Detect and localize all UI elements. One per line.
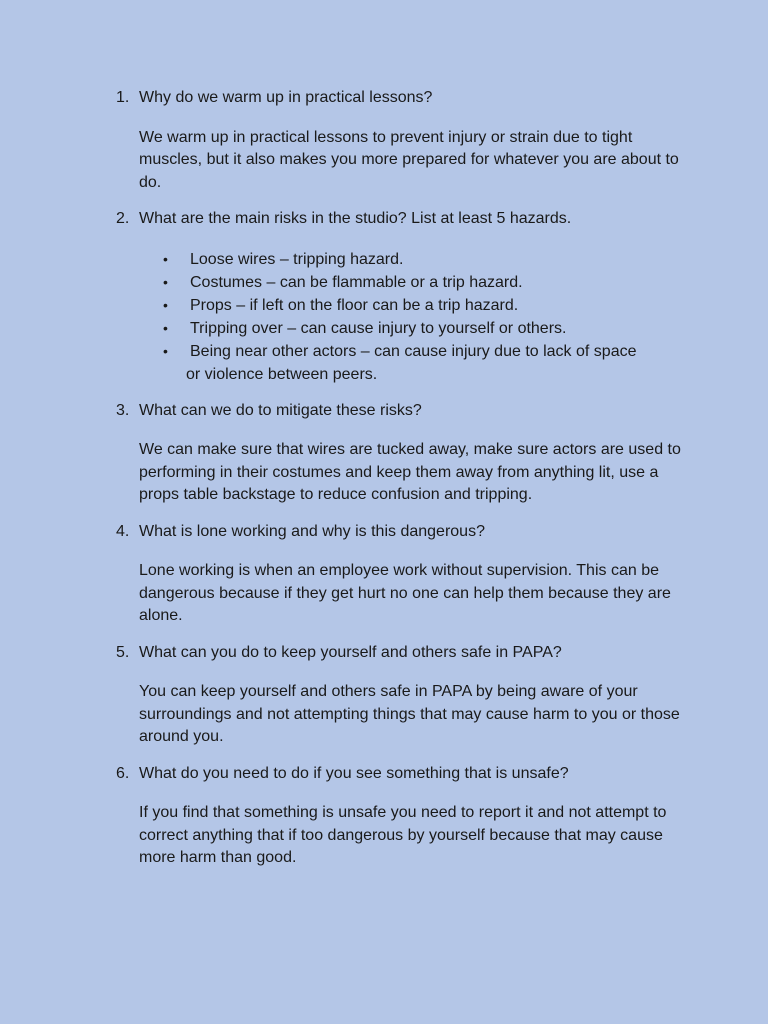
question-item-5 xyxy=(0,642,768,749)
question-item-3 xyxy=(0,400,768,507)
bullet-icon: • xyxy=(163,319,168,336)
question-item-4 xyxy=(0,521,768,628)
hazard-text-continuation: or violence between peers. xyxy=(186,365,378,383)
answer-text: We warm up in practical lessons to prevent injury or strain due to tight muscles, but it also makes you more prepared for whatever you are about to do. xyxy=(139,128,679,191)
question-list xyxy=(0,87,768,870)
question-number: 4. xyxy=(116,522,130,540)
answer-text: Lone working is when an employee work without supervision. This can be dangerous because if they get hurt no one can help them because they are alone. xyxy=(139,562,671,624)
hazard-text: Costumes – can be flammable or a trip hazard. xyxy=(190,273,523,291)
answer-text: If you find that something is unsafe you need to report it and not attempt to correct anything that if too dangerous by yourself because that may cause more harm than good. xyxy=(139,804,667,866)
hazard-item xyxy=(163,294,690,317)
bullet-icon: • xyxy=(163,250,168,267)
hazard-item xyxy=(163,317,690,340)
question-item-2 xyxy=(0,208,768,386)
answer-text: You can keep yourself and others safe in PAPA by being aware of your surroundings and not attempting things that may cause harm to you or those around you. xyxy=(139,683,680,745)
hazard-item xyxy=(163,340,690,386)
question-text: What can we do to mitigate these risks? xyxy=(139,401,422,419)
question-number: 3. xyxy=(116,401,130,419)
question-number: 1. xyxy=(116,89,130,106)
hazard-text: Tripping over – can cause injury to yourself or others. xyxy=(190,319,567,337)
question-number: 5. xyxy=(116,643,130,661)
hazard-list xyxy=(0,248,768,386)
question-text: What do you need to do if you see something that is unsafe? xyxy=(139,764,569,782)
hazard-text: Props – if left on the floor can be a trip hazard. xyxy=(190,296,519,314)
question-number: 6. xyxy=(116,764,130,782)
hazard-item xyxy=(163,248,690,271)
bullet-icon: • xyxy=(163,273,168,290)
bullet-icon: • xyxy=(163,342,168,359)
question-number: 2. xyxy=(116,210,130,227)
hazard-text: Loose wires – tripping hazard. xyxy=(190,250,404,268)
question-text: What can you do to keep yourself and others safe in PAPA? xyxy=(139,643,562,661)
question-item-1 xyxy=(0,87,768,194)
question-item-6 xyxy=(0,763,768,870)
bullet-icon: • xyxy=(163,296,168,313)
answer-text: We can make sure that wires are tucked away, make sure actors are used to performing in their costumes and keep them away from anything lit, use a props table backstage to reduce confusion and tripping. xyxy=(139,441,681,503)
hazard-item xyxy=(163,271,690,294)
question-text: What is lone working and why is this dangerous? xyxy=(139,522,485,540)
question-text: Why do we warm up in practical lessons? xyxy=(139,89,433,106)
question-text: What are the main risks in the studio? List at least 5 hazards. xyxy=(139,210,572,227)
hazard-text: Being near other actors – can cause injury due to lack of space xyxy=(190,342,637,360)
